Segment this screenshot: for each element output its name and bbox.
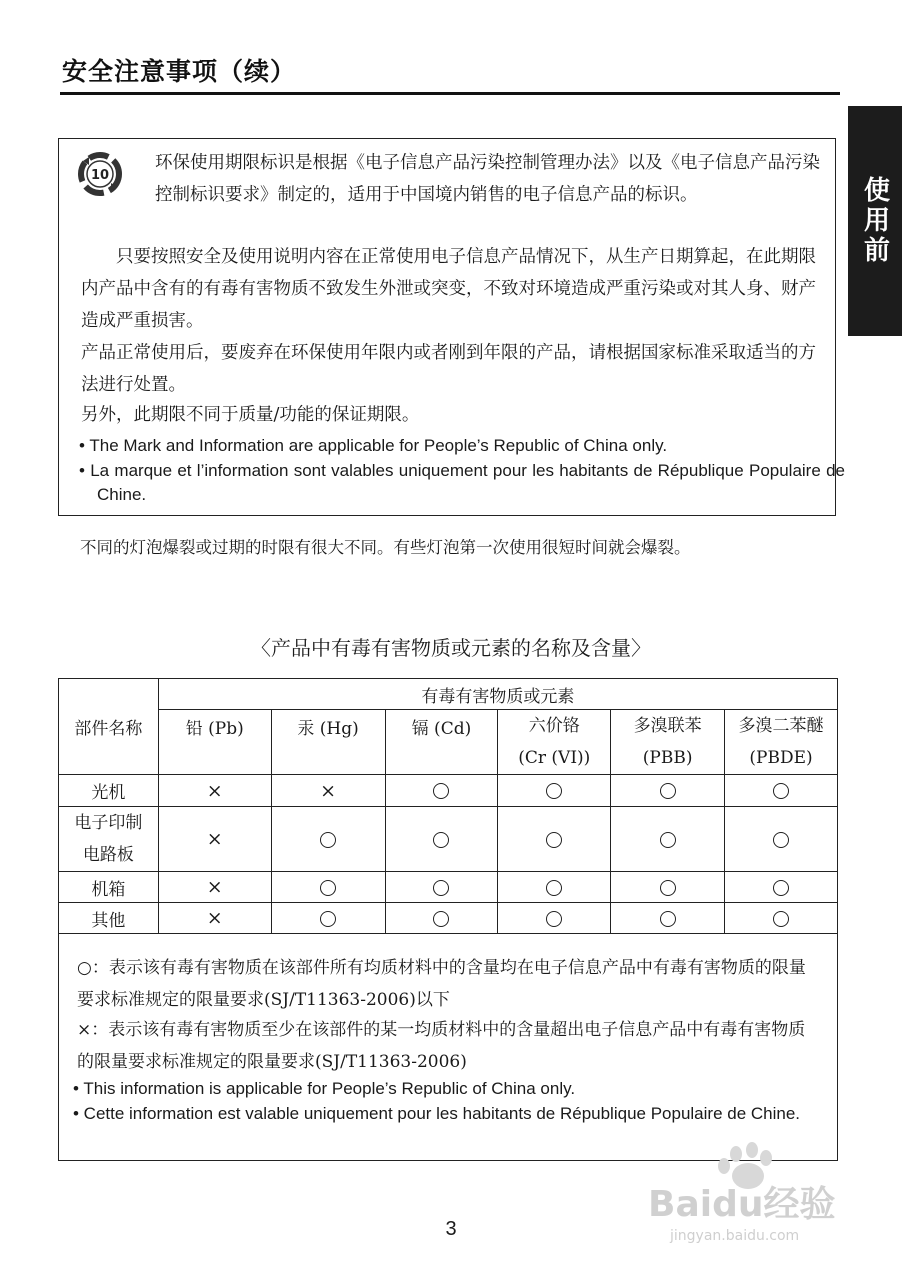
column-header xyxy=(158,710,271,775)
column-header-line1: 多溴联苯 xyxy=(633,716,702,736)
column-header xyxy=(498,710,611,775)
notice-box xyxy=(58,138,845,516)
notice-paragraph-1: 环保使用期限标识是根据《电子信息产品污染控制管理办法》以及《电子信息产品污染控制标识要求》制定的，适用于中国境内销售的电子信息产品的标识。 xyxy=(155,153,820,205)
substance-cell xyxy=(611,807,725,872)
substance-cell xyxy=(725,807,838,872)
substance-mark xyxy=(660,783,676,799)
substance-cell xyxy=(385,903,498,934)
table-row xyxy=(59,872,838,903)
substance-cell xyxy=(158,807,271,872)
environmental-period-logo-icon xyxy=(77,151,123,197)
substance-cell xyxy=(725,775,838,807)
column-header-line1: 镉 (Cd) xyxy=(411,719,472,739)
substance-mark xyxy=(546,783,562,799)
substance-mark xyxy=(773,880,789,896)
substance-mark xyxy=(660,832,676,848)
substance-cell xyxy=(158,872,271,903)
substance-cell xyxy=(611,903,725,934)
component-name: 机箱 xyxy=(59,872,159,903)
substance-cell xyxy=(498,872,611,903)
column-header-line1: 多溴二苯醚 xyxy=(738,716,824,736)
substance-cell xyxy=(158,775,271,807)
substance-mark xyxy=(773,911,789,927)
notice-bullet-english: • The Mark and Information are applicable for People’s Republic of China only. xyxy=(79,436,668,455)
substance-cell xyxy=(271,903,385,934)
substance-mark xyxy=(546,880,562,896)
page-number: 3 xyxy=(445,1218,457,1240)
page-title: 安全注意事项（续） xyxy=(62,57,297,86)
group-header: 有毒有害物质或元素 xyxy=(421,686,575,707)
substance-cell xyxy=(498,775,611,807)
column-header-line1: 六价铬 xyxy=(528,716,580,736)
substance-cell xyxy=(725,872,838,903)
substance-mark: × xyxy=(206,907,223,929)
substance-cell xyxy=(611,872,725,903)
legend-bullet-french: • Cette information est valable uniquement pour les habitants de République Populaire de Chine. xyxy=(73,1104,801,1123)
table-row xyxy=(59,903,838,934)
substance-mark xyxy=(320,911,336,927)
substance-mark: × xyxy=(320,779,337,802)
table-row xyxy=(59,775,838,807)
substance-mark: × xyxy=(206,828,223,850)
column-header xyxy=(611,710,725,775)
substance-cell xyxy=(498,903,611,934)
substance-cell xyxy=(385,807,498,872)
component-name-line2: 电路板 xyxy=(82,845,134,865)
component-header-cell xyxy=(59,679,159,775)
component-name-line1: 电子印制 xyxy=(74,813,143,833)
substance-cell xyxy=(385,775,498,807)
bulb-note: 不同的灯泡爆裂或过期的时限有很大不同。有些灯泡第一次使用很短时间就会爆裂。 xyxy=(80,538,691,557)
substance-mark: × xyxy=(206,876,223,898)
substance-mark xyxy=(433,832,449,848)
substance-mark: × xyxy=(206,779,223,802)
legend-cross-note: ×：表示该有毒有害物质至少在该部件的某一均质材料中的含量超出电子信息产品中有毒有害物质的限量要求标准规定的限量要求(SJ/T11363-2006) xyxy=(77,1020,806,1072)
legend-bullet-english: • This information is applicable for People’s Republic of China only. xyxy=(73,1079,576,1098)
group-header-cell xyxy=(158,679,837,710)
column-header-line2: (Cr (VI)) xyxy=(518,748,591,768)
title-rule xyxy=(60,92,840,95)
watermark-brand: Baidu经验 xyxy=(648,1184,836,1225)
substance-mark xyxy=(546,911,562,927)
notice-bullet-french: • La marque et l’information sont valables uniquement pour les habitants de République Populaire de Chine. xyxy=(79,461,845,504)
column-header xyxy=(725,710,838,775)
column-header-line1: 铅 (Pb) xyxy=(185,719,244,739)
substance-mark xyxy=(773,832,789,848)
substance-mark xyxy=(433,911,449,927)
column-header-line2: (PBB) xyxy=(642,748,693,768)
substance-mark xyxy=(546,832,562,848)
component-header: 部件名称 xyxy=(74,719,143,739)
substance-mark xyxy=(320,832,336,848)
column-header-line2: (PBDE) xyxy=(749,748,813,768)
component-name: 其他 xyxy=(59,903,159,934)
legend-box xyxy=(58,934,838,1161)
watermark-url: jingyan.baidu.com xyxy=(670,1228,800,1244)
table-title: 〈产品中有毒有害物质或元素的名称及含量〉 xyxy=(251,636,651,660)
substance-cell xyxy=(725,903,838,934)
side-tab-label: 使用前 xyxy=(859,176,890,266)
substance-cell xyxy=(271,775,385,807)
substance-cell xyxy=(385,872,498,903)
substance-mark xyxy=(660,911,676,927)
substance-cell xyxy=(271,872,385,903)
logo-number: 10 xyxy=(90,168,110,183)
table-row xyxy=(59,807,838,872)
substance-cell xyxy=(158,903,271,934)
notice-paragraph-4: 另外，此期限不同于质量/功能的保证期限。 xyxy=(81,405,420,425)
notice-paragraph-2: 只要按照安全及使用说明内容在正常使用电子信息产品情况下，从生产日期算起，在此期限内产品中含有的有毒有害物质不致发生外泄或突变，不致对环境造成严重污染或对其人身、财产造成严重损害。 xyxy=(81,247,816,331)
column-header xyxy=(271,710,385,775)
substance-mark xyxy=(773,783,789,799)
substance-mark xyxy=(433,880,449,896)
baidu-watermark-icon xyxy=(640,1140,870,1250)
substance-cell xyxy=(498,807,611,872)
component-name xyxy=(59,807,159,872)
notice-paragraph-3: 产品正常使用后，要废弃在环保使用年限内或者刚到年限的产品，请根据国家标准采取适当的方法进行处置。 xyxy=(81,343,816,395)
legend-circle-note: ○：表示该有毒有害物质在该部件所有均质材料中的含量均在电子信息产品中有毒有害物质的限量要求标准规定的限量要求(SJ/T11363-2006)以下 xyxy=(77,958,806,1010)
component-name: 光机 xyxy=(59,775,159,807)
column-header-line1: 汞 (Hg) xyxy=(297,719,359,739)
substance-mark xyxy=(660,880,676,896)
substance-cell xyxy=(611,775,725,807)
substance-cell xyxy=(271,807,385,872)
substance-mark xyxy=(433,783,449,799)
column-header xyxy=(385,710,498,775)
hazardous-substances-table xyxy=(58,678,838,934)
substance-mark xyxy=(320,880,336,896)
side-tab xyxy=(848,106,902,336)
